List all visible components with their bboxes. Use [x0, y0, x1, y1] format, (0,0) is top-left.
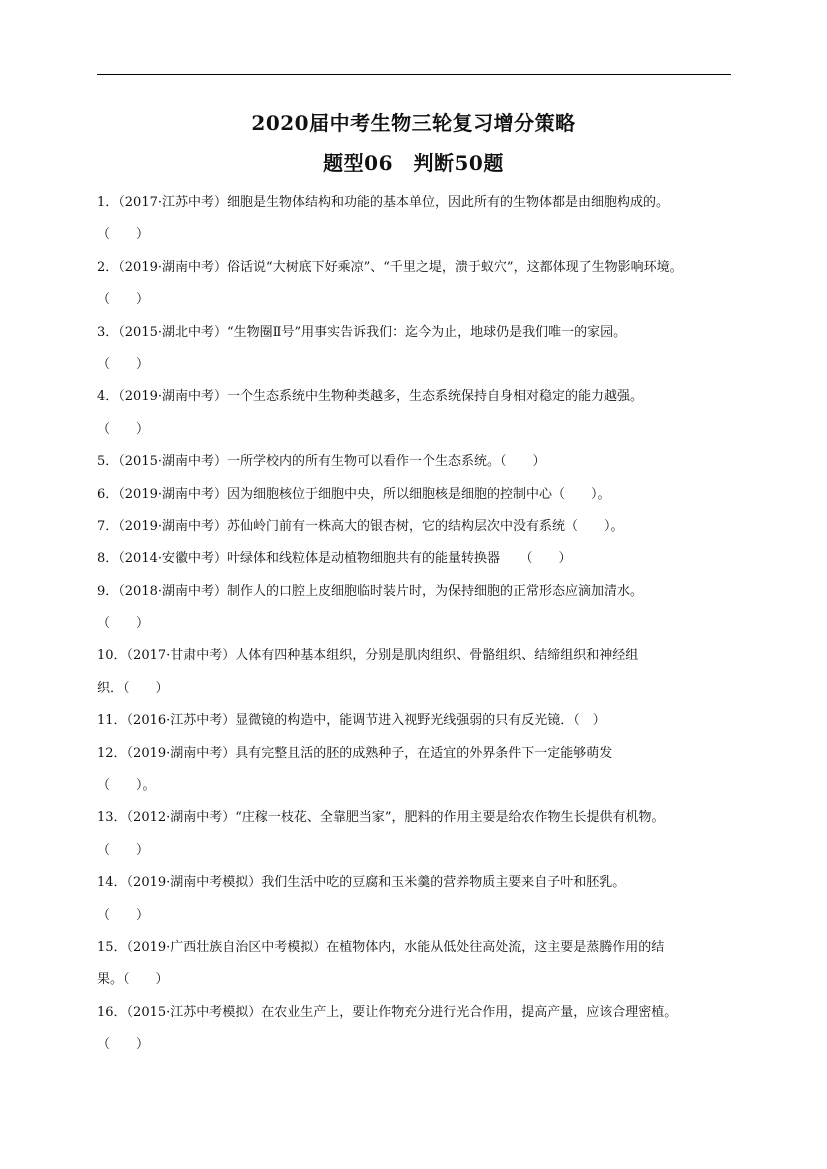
- question-text-continued: 织．（ ）: [97, 680, 169, 696]
- question-text: 7．（2019·湖南中考）苏仙岭门前有一株高大的银杏树，它的结构层次中没有系统（ ）。: [97, 518, 624, 534]
- question-item: [97, 446, 737, 478]
- question-text: 4．（2019·湖南中考）一个生态系统中生物种类越多，生态系统保持自身相对稳定的能力越强。: [97, 389, 643, 405]
- question-text: 8．（2014·安徽中考）叶绿体和线粒体是动植物细胞共有的能量转换器 （ ）: [97, 551, 572, 567]
- document-title: 2020届中考生物三轮复习增分策略: [251, 111, 576, 135]
- question-item: [97, 867, 737, 932]
- question-text-continued: （ ）: [97, 842, 150, 858]
- question-item: [97, 252, 737, 317]
- question-item: [97, 317, 737, 382]
- document-subtitle: 题型06 判断50题: [323, 151, 504, 175]
- question-text-continued: （ ）: [97, 1037, 150, 1053]
- question-item: [97, 738, 737, 803]
- question-text: 6．（2019·湖南中考）因为细胞核位于细胞中央，所以细胞核是细胞的控制中心（ ）。: [97, 486, 611, 502]
- question-text: 3．（2015·湖北中考）“生物圈Ⅱ号”用事实告诉我们：迄今为止，地球仍是我们唯一的家园。: [97, 324, 627, 340]
- question-text-continued: （ ）: [97, 907, 150, 923]
- question-item: [97, 932, 737, 997]
- question-text: 14．（2019·湖南中考模拟）我们生活中吃的豆腐和玉米羹的营养物质主要来自子叶和胚乳。: [97, 875, 626, 891]
- question-list: [97, 187, 737, 1062]
- question-item: [97, 802, 737, 867]
- question-text: 2．（2019·湖南中考）俗话说“大树底下好乘凉”、“千里之堤，溃于蚁穴”，这都体现了生物影响环境。: [97, 259, 683, 275]
- question-text-continued: （ ）: [97, 227, 150, 243]
- question-text: 10．（2017·甘肃中考）人体有四种基本组织，分别是肌肉组织、骨骼组织、结缔组织和神经组: [97, 648, 639, 664]
- question-text-continued: （ ）: [97, 421, 150, 437]
- question-text: 9．（2018·湖南中考）制作人的口腔上皮细胞临时装片时，为保持细胞的正常形态应滴加清水。: [97, 583, 643, 599]
- question-text-continued: 果。（ ）: [97, 972, 169, 988]
- question-text: 11．（2016·江苏中考）显微镜的构造中，能调节进入视野光线强弱的只有反光镜．（ ）: [97, 713, 606, 729]
- question-text: 15．（2019·广西壮族自治区中考模拟）在植物体内，水能从低处往高处流，这主要是蒸腾作用的结: [97, 939, 665, 955]
- question-text: 12．（2019·湖南中考）具有完整且活的胚的成熟种子，在适宜的外界条件下一定能够萌发: [97, 745, 613, 761]
- question-text-continued: （ ）: [97, 616, 150, 632]
- question-item: [97, 511, 737, 543]
- question-item: [97, 543, 737, 575]
- question-text-continued: （ ）: [97, 356, 150, 372]
- question-text: 16．（2015·江苏中考模拟）在农业生产上，要让作物充分进行光合作用，提高产量，应该合理密植。: [97, 1004, 678, 1020]
- question-text: 13．（2012·湖南中考）“庄稼一枝花、全靠肥当家”，肥料的作用主要是给农作物生长提供有机物。: [97, 810, 665, 826]
- question-item: [97, 479, 737, 511]
- question-text: 5．（2015·湖南中考）一所学校内的所有生物可以看作一个生态系统。（ ）: [97, 454, 546, 470]
- question-text: 1．（2017·江苏中考）细胞是生物体结构和功能的基本单位，因此所有的生物体都是由细胞构成的。: [97, 195, 669, 210]
- header-rule: [97, 74, 731, 75]
- question-item: [97, 576, 737, 641]
- question-text-continued: （ ）: [97, 292, 150, 308]
- question-text-continued: （ ）。: [97, 778, 156, 794]
- question-item: [97, 187, 737, 252]
- question-item: [97, 640, 737, 705]
- question-item: [97, 381, 737, 446]
- question-item: [97, 705, 737, 737]
- question-item: [97, 997, 737, 1062]
